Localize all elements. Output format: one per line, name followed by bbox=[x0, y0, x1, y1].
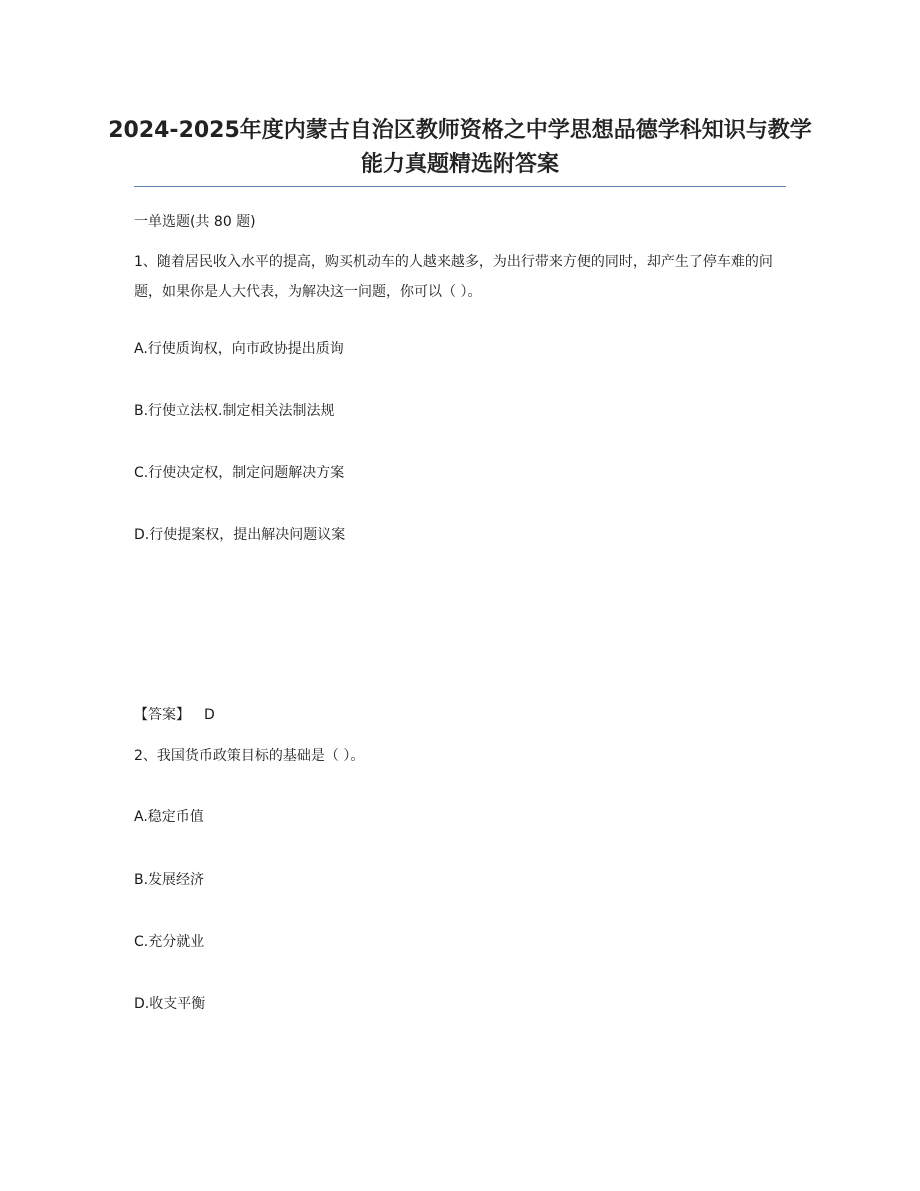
question-1-option-a: A.行使质询权，向市政协提出质询 bbox=[134, 341, 344, 357]
question-2-option-d: D.收支平衡 bbox=[134, 996, 206, 1012]
question-2-option-c: C.充分就业 bbox=[134, 934, 205, 950]
question-2-option-a: A.稳定币值 bbox=[134, 809, 204, 825]
question-1-option-b: B.行使立法权.制定相关法制法规 bbox=[134, 403, 335, 419]
question-2-stem: 2、我国货币政策目标的基础是（ ）。 bbox=[134, 748, 365, 764]
document-title: 2024-2025年度内蒙古自治区教师资格之中学思想品德学科知识与教学能力真题精选附答案 bbox=[108, 118, 812, 177]
question-2-option-b: B.发展经济 bbox=[134, 872, 205, 888]
answer-label: 【答案】 bbox=[134, 707, 190, 723]
question-1-answer bbox=[134, 700, 794, 730]
question-1-option-c: C.行使决定权，制定问题解决方案 bbox=[134, 465, 345, 481]
answer-value: D bbox=[204, 707, 215, 723]
section-heading: 一单选题(共 80 题) bbox=[134, 214, 256, 230]
question-1-stem: 1、随着居民收入水平的提高，购买机动车的人越来越多，为出行带来方便的同时，却产生了停车难的问题，如果你是人大代表，为解决这一问题，你可以（ ）。 bbox=[134, 254, 773, 300]
title-underline bbox=[134, 186, 786, 187]
question-1-option-d: D.行使提案权，提出解决问题议案 bbox=[134, 527, 346, 543]
